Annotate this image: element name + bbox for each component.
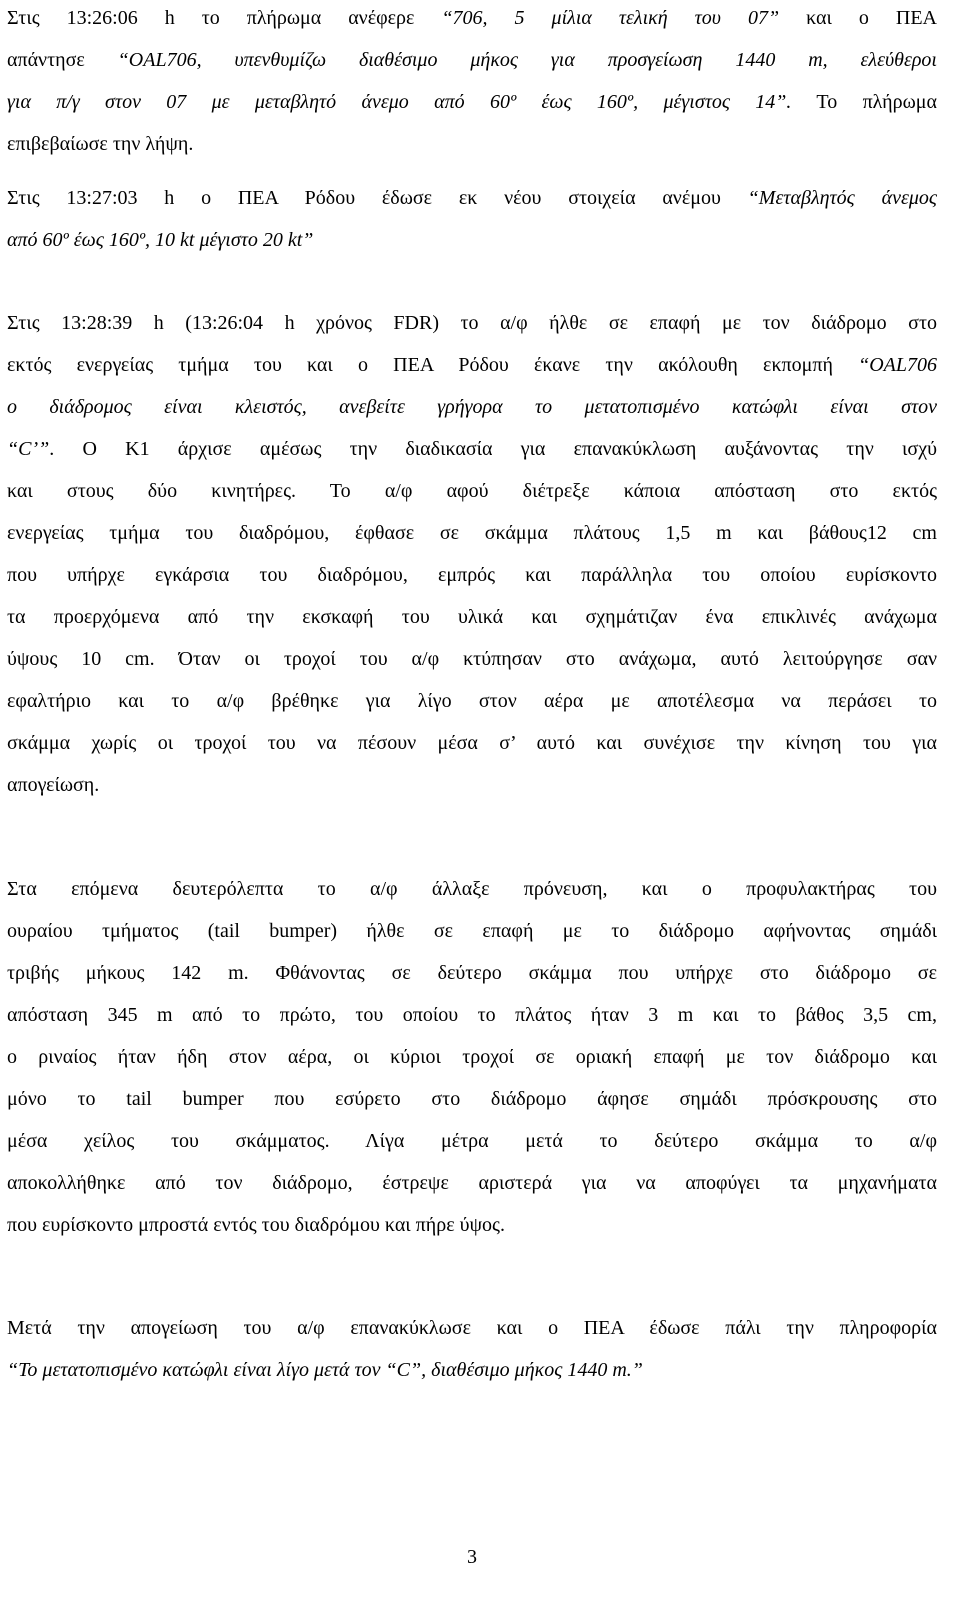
paragraph-1 — [7, 0, 937, 165]
quoted-text: “706, 5 μίλια τελική του 07” — [441, 7, 780, 29]
text-line: τριβής μήκους 142 m. Φθάνοντας σε δεύτερο σκάμμα που υπήρχε στο διάδρομο σε — [7, 962, 937, 984]
text-line: μέσα χείλος του σκάμματος. Λίγα μέτρα μετά το δεύτερο σκάμμα το α/φ — [7, 1130, 937, 1152]
text-line: που ευρίσκοντο μπροστά εντός του διαδρόμου και πήρε ύψος. — [7, 1214, 505, 1236]
text-line: “Το μετατοπισμένο κατώφλι είναι λίγο μετά τον “C”, διαθέσιμο μήκος 1440 m.” — [7, 1359, 643, 1381]
quoted-text: “OAL706, υπενθυμίζω διαθέσιμο μήκος για προσγείωση 1440 m, ελεύθεροι — [117, 49, 937, 71]
text-line: απόσταση 345 m από το πρώτο, του οποίου το πλάτος ήταν 3 m και το βάθος 3,5 cm, — [7, 1004, 937, 1026]
text-line: που υπήρχε εγκάρσια του διαδρόμου, εμπρός και παράλληλα του οποίου ευρίσκοντο — [7, 564, 937, 586]
text-line: ο ριναίος ήταν ήδη στον αέρα, οι κύριοι τροχοί σε οριακή επαφή με τον διάδρομο και — [7, 1046, 937, 1068]
text-line — [7, 0, 937, 39]
text-line — [7, 344, 937, 386]
text-line — [7, 177, 937, 219]
text-line: ύψους 10 cm. Όταν οι τροχοί του α/φ κτύπησαν στο ανάχωμα, αυτό λειτούργησε σαν — [7, 648, 937, 670]
text-line — [7, 39, 937, 81]
quoted-text: “OAL706 — [858, 354, 937, 376]
text-line: ενεργείας τμήμα του διαδρόμου, έφθασε σε σκάμμα πλάτους 1,5 m και βάθους12 cm — [7, 522, 937, 544]
text-line — [7, 81, 937, 123]
quoted-text: για π/γ στον 07 με μεταβλητό άνεμο από 60º έως 160º, μέγιστος 14”. — [7, 91, 792, 113]
text-run: απάντησε — [7, 49, 118, 71]
paragraph-2 — [7, 177, 937, 261]
text-line: Στις 13:28:39 h (13:26:04 h χρόνος FDR) το α/φ ήλθε σε επαφή με τον διάδρομο στο — [7, 312, 937, 334]
text-line: Στα επόμενα δευτερόλεπτα το α/φ άλλαξε πρόνευση, και ο προφυλακτήρας του — [7, 878, 937, 900]
text-line: εφαλτήριο και το α/φ βρέθηκε για λίγο στον αέρα με αποτέλεσμα να περάσει το — [7, 690, 937, 712]
quoted-text: “Μεταβλητός άνεμος — [747, 187, 937, 209]
text-run: Στις 13:26:06 h το πλήρωμα ανέφερε — [7, 7, 442, 29]
text-run: εκτός ενεργείας τμήμα του και ο ΠΕΑ Ρόδου έκανε την ακόλουθη εκπομπή — [7, 354, 859, 376]
text-run: Στις 13:27:03 h ο ΠΕΑ Ρόδου έδωσε εκ νέου στοιχεία ανέμου — [7, 187, 748, 209]
text-run: και ο ΠΕΑ — [779, 7, 937, 29]
text-line: επιβεβαίωσε την λήψη. — [7, 133, 194, 155]
text-line: σκάμμα χωρίς οι τροχοί του να πέσουν μέσα σ’ αυτό και συνέχισε την κίνηση του για — [7, 732, 937, 754]
text-line: μόνο το tail bumper που εσύρετο στο διάδρομο άφησε σημάδι πρόσκρουσης στο — [7, 1088, 937, 1110]
text-line: ουραίου τμήματος (tail bumper) ήλθε σε επαφή με το διάδρομο αφήνοντας σημάδι — [7, 920, 937, 942]
text-line: τα προερχόμενα από την εκσκαφή του υλικά και σχημάτιζαν ένα επικλινές ανάχωμα — [7, 606, 937, 628]
text-line — [7, 428, 937, 470]
paragraph-5 — [7, 1307, 937, 1391]
text-line: Μετά την απογείωση του α/φ επανακύκλωσε και ο ΠΕΑ έδωσε πάλι την πληροφορία — [7, 1317, 937, 1339]
text-line: από 60º έως 160º, 10 kt μέγιστο 20 kt” — [7, 229, 314, 251]
text-run: Το πλήρωμα — [791, 91, 937, 113]
text-line: απογείωση. — [7, 774, 100, 796]
quoted-text: “C’” — [7, 438, 50, 460]
paragraph-3 — [7, 302, 937, 806]
text-line: αποκολλήθηκε από τον διάδρομο, έστρεψε αριστερά για να αποφύγει τα μηχανήματα — [7, 1172, 937, 1194]
text-line: ο διάδρομος είναι κλειστός, ανεβείτε γρήγορα το μετατοπισμένο κατώφλι είναι στον — [7, 396, 937, 418]
page-number: 3 — [467, 1546, 477, 1568]
paragraph-4 — [7, 868, 937, 1246]
text-line: και στους δύο κινητήρες. Το α/φ αφού διέτρεξε κάποια απόσταση στο εκτός — [7, 480, 937, 502]
text-run: . Ο Κ1 άρχισε αμέσως την διαδικασία για επανακύκλωση αυξάνοντας την ισχύ — [49, 438, 937, 460]
